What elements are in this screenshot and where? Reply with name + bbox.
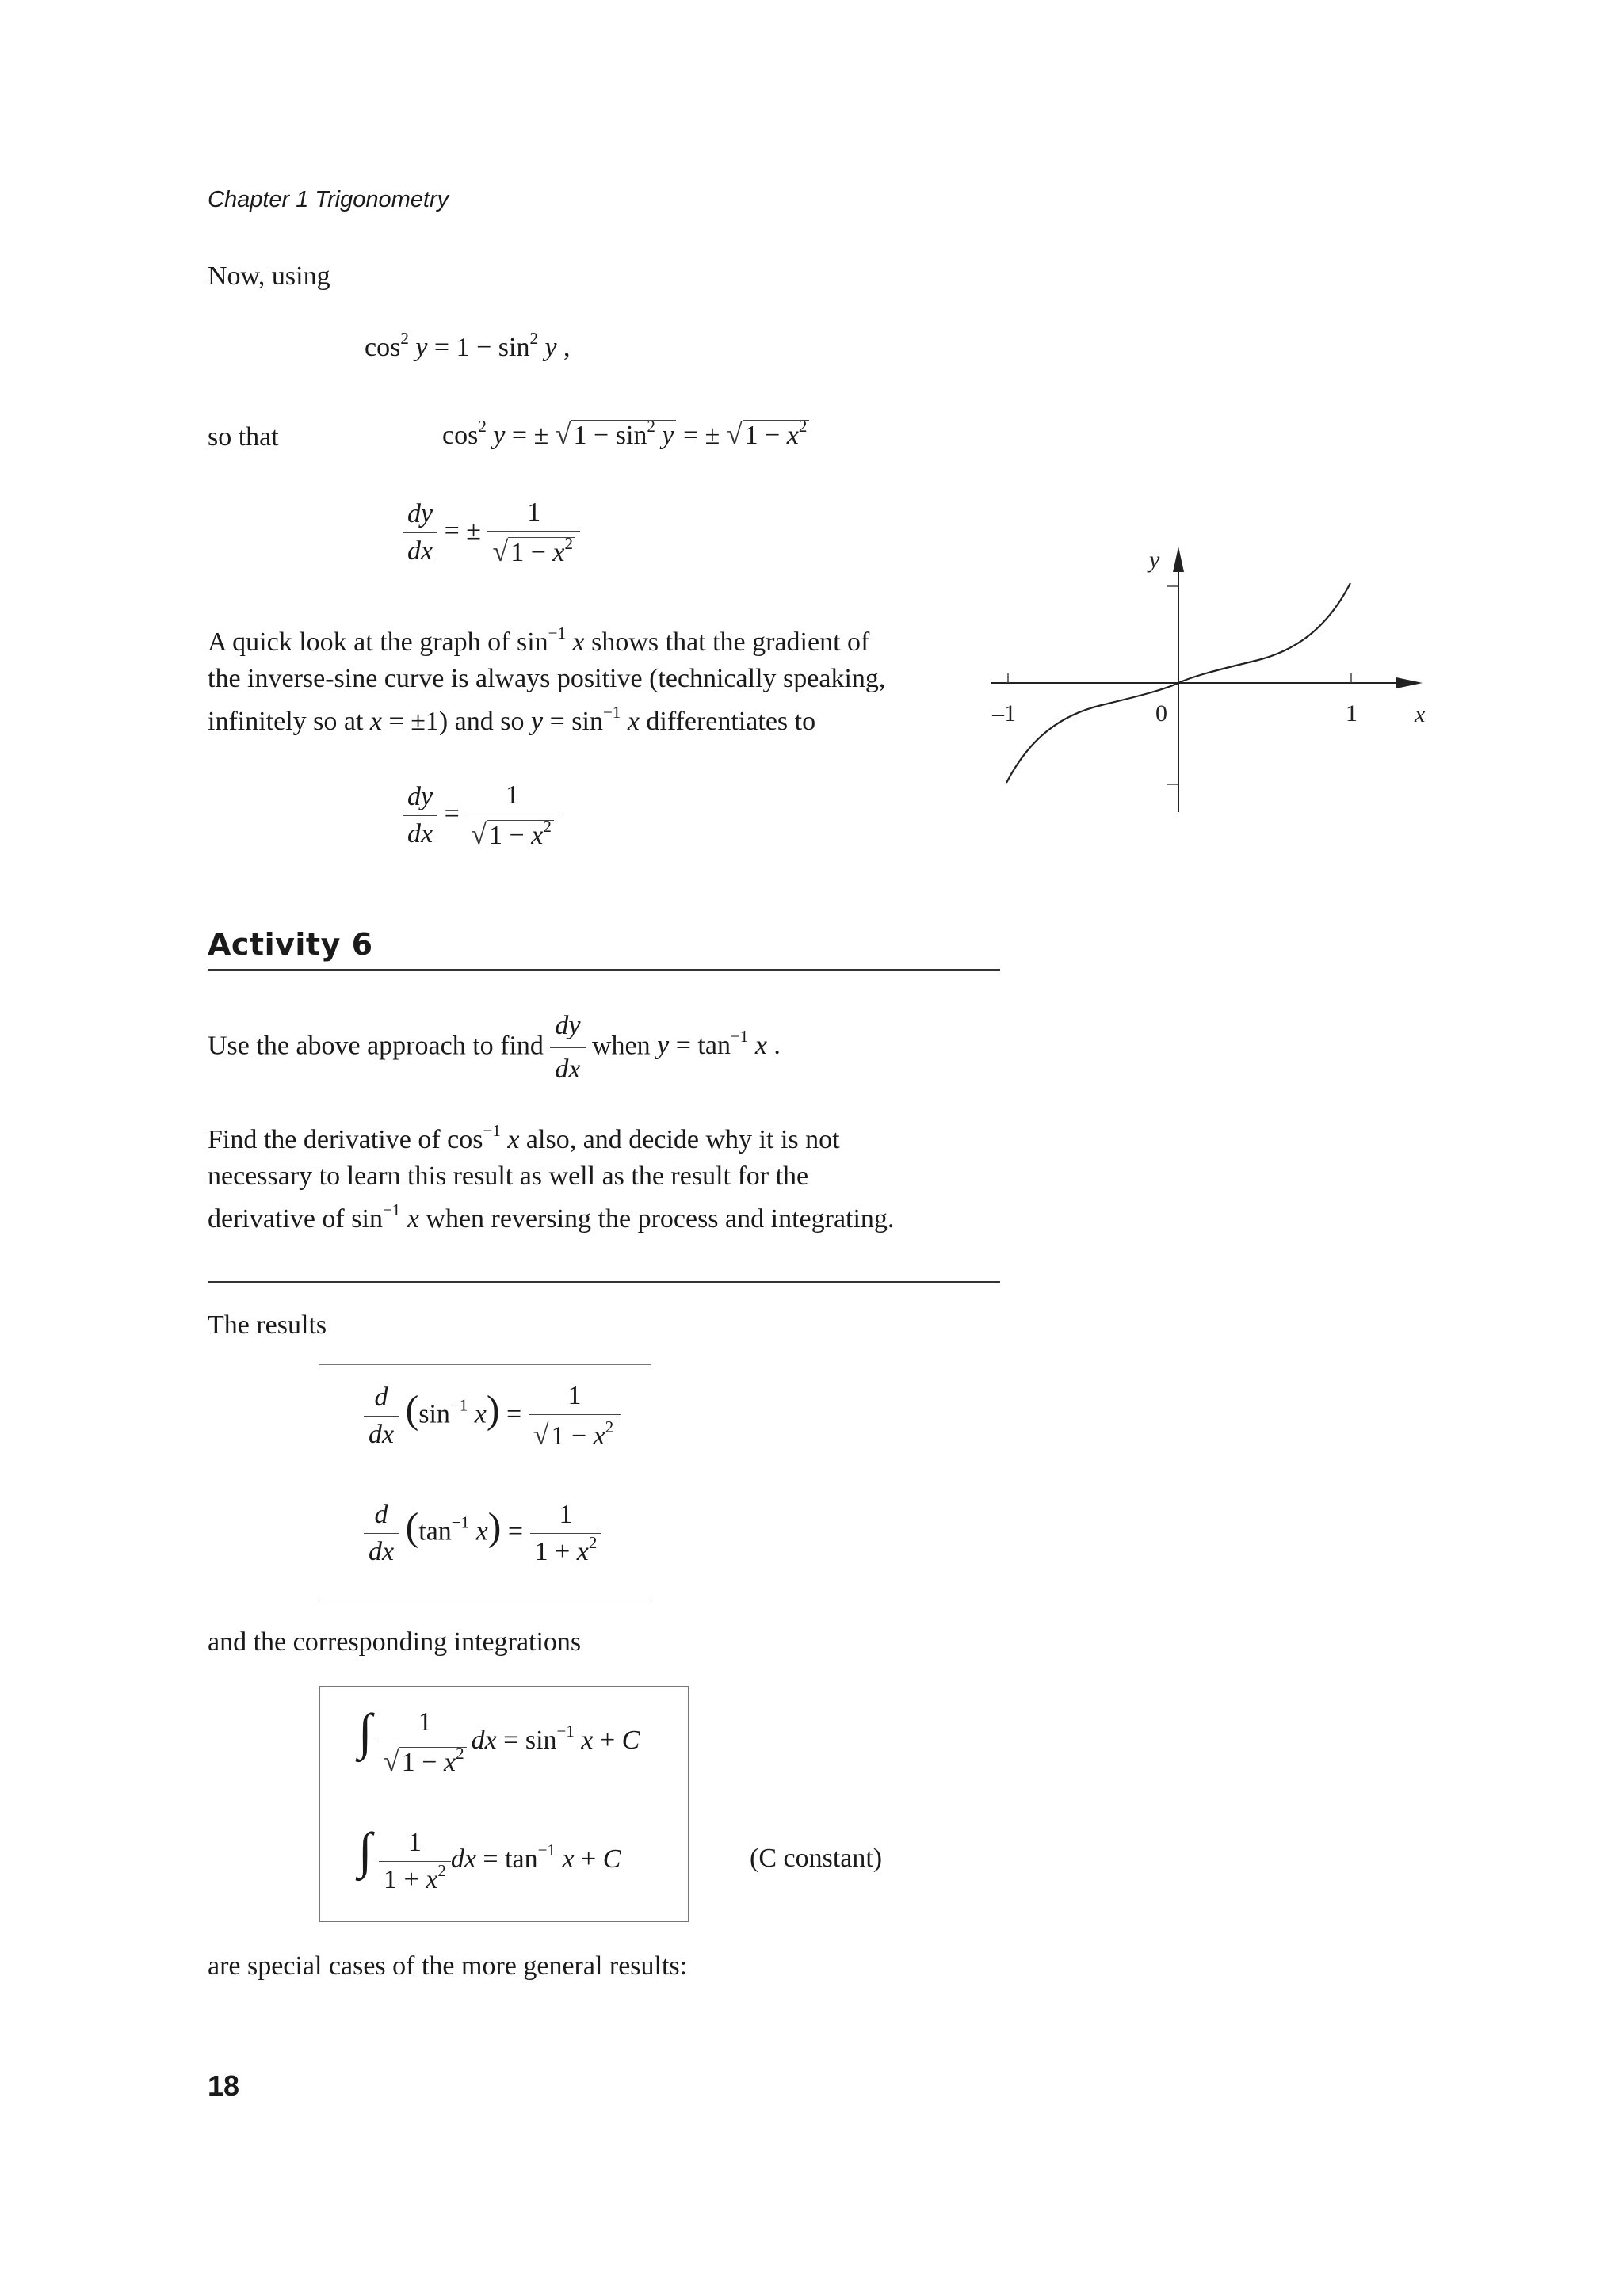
graph-paragraph-line1: A quick look at the graph of $\sin^{-1} x$ shows that the gradient of (208, 624, 870, 657)
page-number: 18 (208, 2069, 240, 2102)
now-using-text: Now, using (208, 261, 330, 291)
graph-paragraph-line3: infinitely so at x = ±1) and so $y = \sin^{-1} x$ differentiates to (208, 703, 816, 736)
x-axis-label: x (1415, 701, 1426, 727)
activity-title: Activity 6 (208, 927, 373, 962)
derivative-arcsin: $\frac{d}{dx}$ ($\sin^{-1}$ x) = $\frac{1}{√1 - x^2}$ (364, 1381, 621, 1451)
special-cases-text: are special cases of the more general results: (208, 1951, 688, 1981)
equation-dydx-result: $\frac{dy}{dx}$ = $\frac{1}{√1 - x^2}$ (403, 780, 559, 851)
integral-results-box (319, 1686, 689, 1922)
c-constant-note: (C constant) (750, 1844, 883, 1873)
arcsin-graph (983, 539, 1442, 824)
activity-line3: necessary to learn this result as well as the result for the (208, 1161, 809, 1191)
tick-label-1: 1 (1346, 700, 1358, 727)
activity-line2: Find the derivative of $\cos^{-1} x$ also, and decide why it is not (208, 1121, 840, 1154)
so-that-text: so that (208, 422, 279, 452)
results-text: The results (208, 1310, 327, 1340)
activity-line1: Use the above approach to find $\frac{dy}{dx}$ when $y = \tan^{-1} x$ . (208, 1008, 781, 1088)
activity-line4: derivative of $\sin^{-1} x$ when reversing the process and integrating. (208, 1200, 895, 1234)
integral-arctan: ∫ $\frac{1}{1 + x^2}$ dx = $\tan^{-1} x + C$ (358, 1822, 621, 1894)
equation-cos-identity: $\cos^2 y = 1 - \sin^2 y$ , (365, 329, 571, 362)
tick-label-0: 0 (1155, 700, 1167, 727)
tick-label-neg1: –1 (992, 700, 1016, 727)
derivative-arctan: $\frac{d}{dx}$ ($\tan^{-1}$ x) = $\frac{1}{1 + x^2}$ (364, 1500, 601, 1567)
activity-bottom-rule (208, 1281, 1000, 1283)
graph-paragraph-line2: the inverse-sine curve is always positive (technically speaking, (208, 664, 886, 693)
integral-arcsin: ∫ $\frac{1}{√1 - x^2}$ dx = $\sin^{-1} x + C$ (358, 1703, 640, 1777)
corresponding-text: and the corresponding integrations (208, 1627, 582, 1657)
x-axis-arrow (1396, 677, 1423, 688)
y-axis-label: y (1149, 547, 1160, 573)
y-axis-arrow (1173, 547, 1184, 572)
equation-cos-root: $\cos^2 y$ = ± $√1 - \sin^2 y$ = ± $√1 - x^2$ (442, 418, 809, 451)
derivative-results-box (319, 1364, 651, 1600)
chapter-header: Chapter 1 Trigonometry (208, 187, 449, 212)
equation-dydx-plusminus: $\frac{dy}{dx}$ = ± $\frac{1}{√1 - x^2}$ (403, 498, 580, 568)
activity-top-rule (208, 969, 1000, 971)
